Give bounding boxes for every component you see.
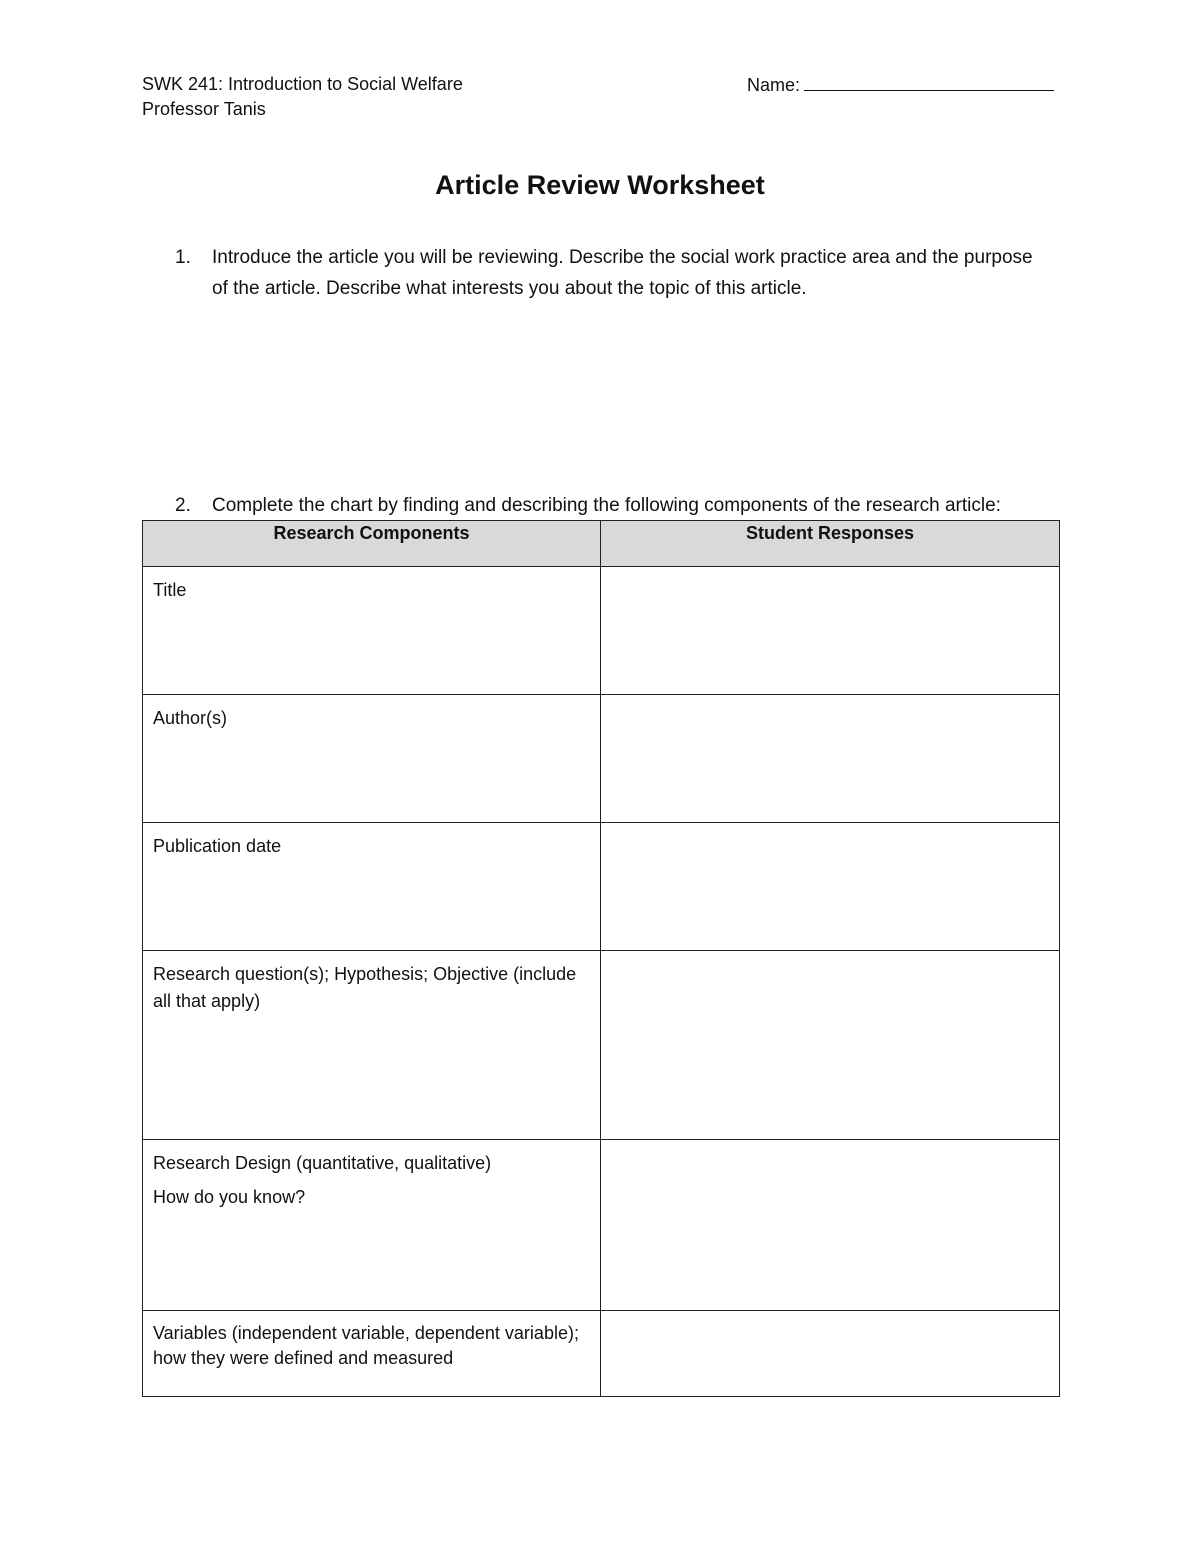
course-header — [142, 72, 463, 122]
column-header-responses: Student Responses — [601, 521, 1060, 567]
table-row — [143, 1311, 1060, 1397]
student-name-field — [747, 72, 1054, 98]
name-label: Name: — [747, 75, 801, 95]
question-number: 1. — [175, 247, 191, 268]
component-label: Author(s) — [153, 708, 228, 728]
component-label: Research question(s); Hypothesis; Objective (include all that apply) — [153, 964, 577, 1011]
table-row — [143, 823, 1060, 951]
component-cell — [143, 1311, 601, 1397]
course-title: SWK 241: Introduction to Social Welfare — [142, 74, 463, 94]
research-components-table — [142, 520, 1060, 1397]
response-cell[interactable] — [601, 695, 1060, 823]
component-label: Publication date — [153, 836, 282, 856]
table-row — [143, 1140, 1060, 1311]
component-cell — [143, 567, 601, 695]
table-row — [143, 567, 1060, 695]
professor-name: Professor Tanis — [142, 99, 266, 119]
question-number: 2. — [175, 495, 191, 516]
question-text: Complete the chart by finding and describing the following components of the research article: — [212, 495, 1001, 516]
column-header-components: Research Components — [143, 521, 601, 567]
response-cell[interactable] — [601, 951, 1060, 1140]
component-label: Variables (independent variable, dependent variable); how they were defined and measured — [153, 1323, 579, 1368]
component-subprompt: How do you know? — [153, 1187, 306, 1207]
response-cell[interactable] — [601, 567, 1060, 695]
component-cell — [143, 951, 601, 1140]
component-label: Title — [153, 580, 187, 600]
table-header-row — [143, 521, 1060, 567]
component-cell — [143, 823, 601, 951]
table-row — [143, 695, 1060, 823]
response-cell[interactable] — [601, 1140, 1060, 1311]
worksheet-title: Article Review Worksheet — [435, 170, 765, 200]
response-cell[interactable] — [601, 823, 1060, 951]
component-label: Research Design (quantitative, qualitative) — [153, 1153, 492, 1173]
response-cell[interactable] — [601, 1311, 1060, 1397]
component-cell — [143, 1140, 601, 1311]
name-blank-line[interactable] — [804, 72, 1054, 91]
component-cell — [143, 695, 601, 823]
table-row — [143, 951, 1060, 1140]
question-text: Introduce the article you will be reviewing. Describe the social work practice area and the purpose of the article. Describe what interests you about the topic of this article. — [212, 247, 1033, 299]
